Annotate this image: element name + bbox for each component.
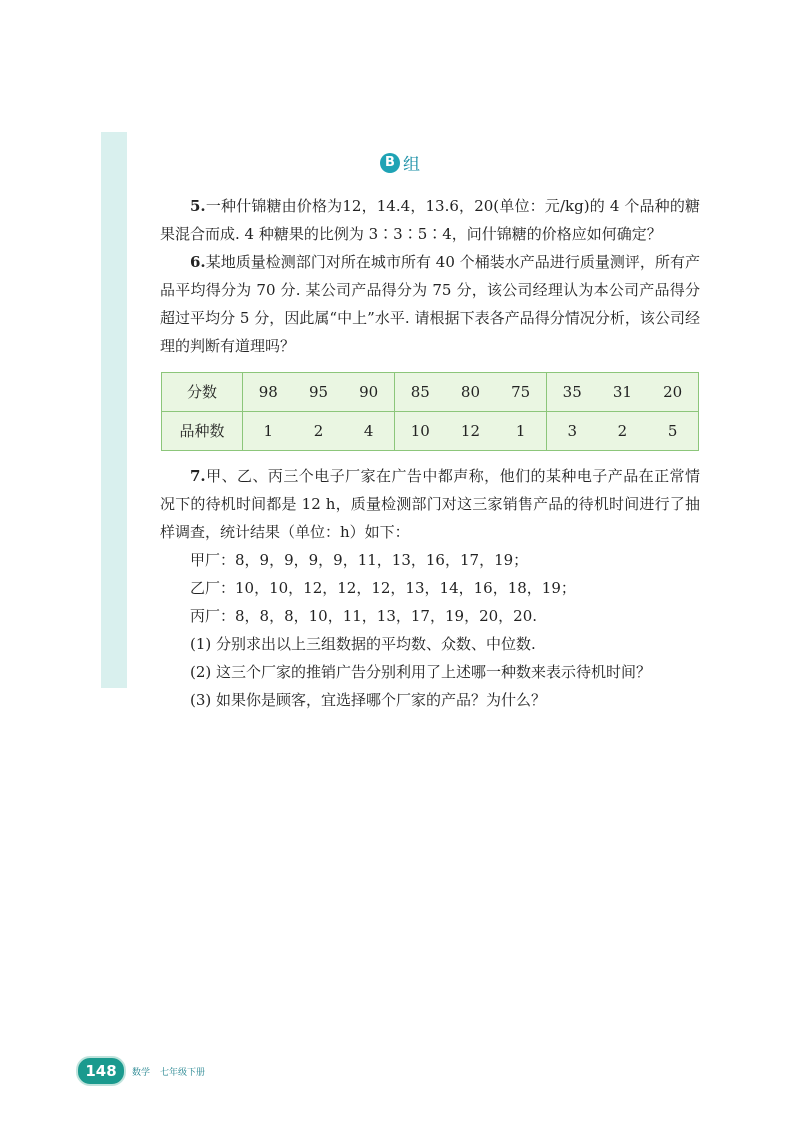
score-cell: 31 xyxy=(597,373,647,412)
count-cell: 2 xyxy=(597,412,647,451)
score-cell: 90 xyxy=(343,373,394,412)
count-cell: 10 xyxy=(394,412,445,451)
count-cell: 1 xyxy=(243,412,294,451)
score-cell: 20 xyxy=(647,373,698,412)
score-cell: 98 xyxy=(243,373,294,412)
question-5-text: 一种什锦糖由价格为12，14.4，13.6，20(单位：元/kg)的 4 个品种的糖果混合而成. 4 种糖果的比例为 3∶3∶5∶4，问什锦糖的价格应如何确定？ xyxy=(160,197,700,243)
section-badge: B xyxy=(380,153,400,173)
count-row-label: 品种数 xyxy=(162,412,243,451)
count-row xyxy=(162,412,699,451)
question-6-text: 某地质量检测部门对所在城市所有 40 个桶装水产品进行质量测评，所有产品平均得分为 70 分. 某公司产品得分为 75 分，该公司经理认为本公司产品得分超过平均分 5 分，因此属“中上”水平. 请根据下表各产品得分情况分析，该公司经理的判断有道理吗？ xyxy=(160,253,700,355)
score-cell: 85 xyxy=(394,373,445,412)
factory-jia-data: 甲厂：8，9，9，9，9，11，13，16，17，19； xyxy=(190,551,529,569)
section-heading xyxy=(0,150,800,175)
score-row-label: 分数 xyxy=(162,373,243,412)
margin-bar xyxy=(101,132,127,688)
page-number: 148 xyxy=(76,1056,126,1086)
question-7-number: 7. xyxy=(190,467,206,485)
question-7 xyxy=(160,462,700,546)
score-cell: 75 xyxy=(495,373,546,412)
count-cell: 12 xyxy=(446,412,496,451)
score-cell: 95 xyxy=(294,373,344,412)
question-6-number: 6. xyxy=(190,253,206,271)
count-cell: 2 xyxy=(294,412,344,451)
question-5-number: 5. xyxy=(190,197,206,215)
question-5 xyxy=(160,192,700,248)
count-cell: 3 xyxy=(546,412,597,451)
book-subject: 数学 xyxy=(132,1067,151,1078)
sub-question-3: (3) 如果你是顾客，宜选择哪个厂家的产品？为什么？ xyxy=(190,691,547,709)
page-footer xyxy=(76,1056,205,1086)
section-title: 组 xyxy=(403,155,420,175)
count-cell: 5 xyxy=(647,412,698,451)
question-7-text: 甲、乙、丙三个电子厂家在广告中都声称，他们的某种电子产品在正常情况下的待机时间都是 12 h，质量检测部门对这三家销售产品的待机时间进行了抽样调查，统计结果（单位：h）如下： xyxy=(160,467,700,541)
count-cell: 4 xyxy=(343,412,394,451)
book-grade: 七年级下册 xyxy=(160,1067,206,1078)
sub-question-1: (1) 分别求出以上三组数据的平均数、众数、中位数. xyxy=(190,635,536,653)
question-6 xyxy=(160,248,700,360)
score-cell: 80 xyxy=(446,373,496,412)
sub-question-2: (2) 这三个厂家的推销广告分别利用了上述哪一种数来表示待机时间？ xyxy=(190,663,652,681)
factory-bing-data: 丙厂：8，8，8，10，11，13，17，19，20，20. xyxy=(190,607,538,625)
count-cell: 1 xyxy=(495,412,546,451)
score-table xyxy=(161,372,699,451)
factory-yi-data: 乙厂：10，10，12，12，12，13，14，16，18，19； xyxy=(190,579,576,597)
exercise-content xyxy=(160,192,700,714)
score-row xyxy=(162,373,699,412)
score-cell: 35 xyxy=(546,373,597,412)
